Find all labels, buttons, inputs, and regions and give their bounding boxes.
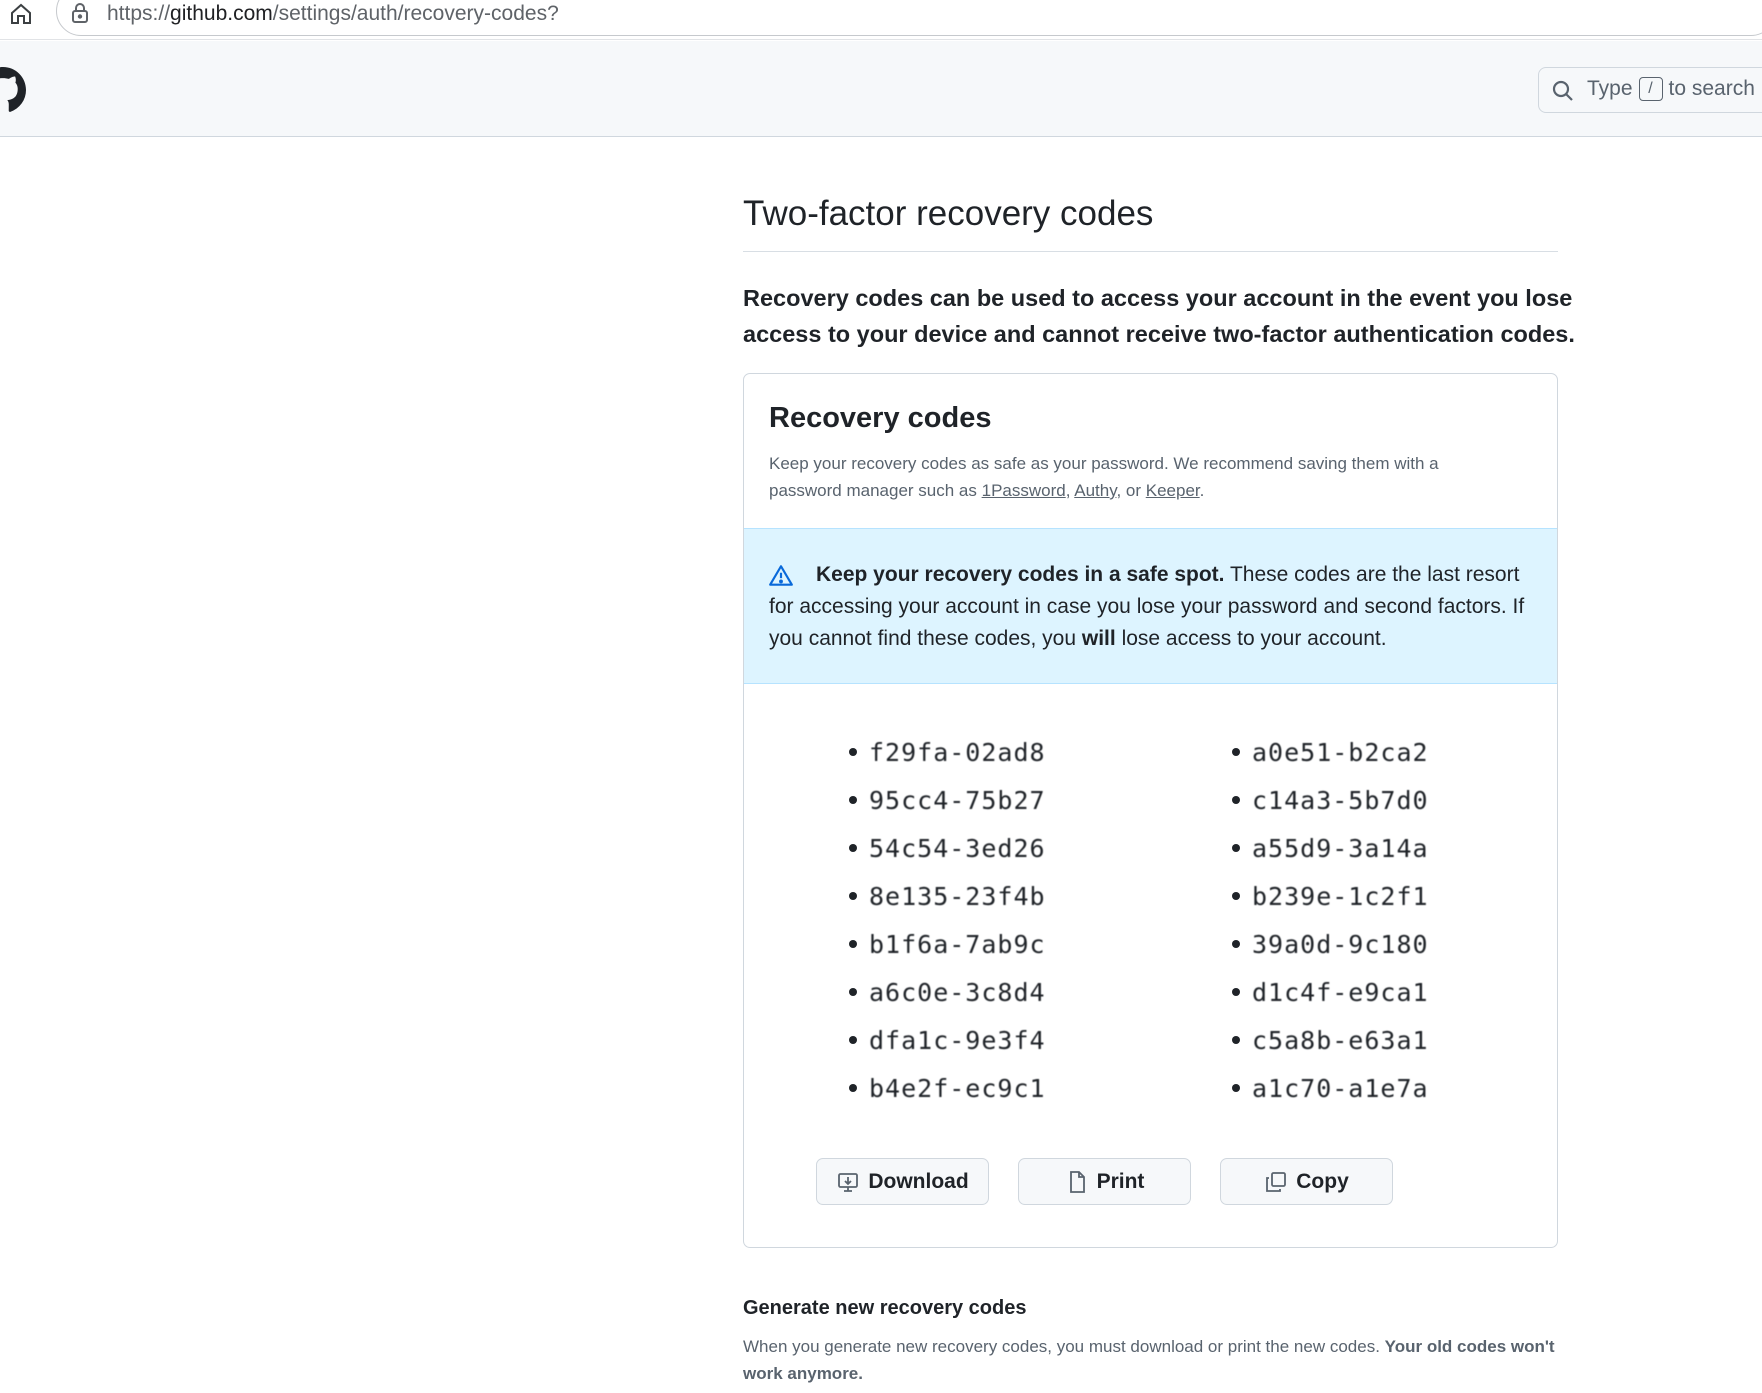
bullet (1232, 1084, 1240, 1092)
recovery-code-item (1232, 776, 1429, 824)
recovery-code: 95cc4-75b27 (869, 785, 1046, 815)
intro-text: Recovery codes can be used to access your account in the event you lose access to your device and cannot receive two-factor authentication codes. (743, 285, 1575, 347)
download-button[interactable]: Download (816, 1158, 989, 1205)
recovery-code-item (849, 1064, 1046, 1112)
recovery-codes-box (743, 373, 1558, 1248)
recovery-code: d1c4f-e9ca1 (1252, 977, 1429, 1007)
recovery-code-item (1232, 1016, 1429, 1064)
link-keeper[interactable]: Keeper (1145, 481, 1200, 500)
file-icon (1065, 1170, 1089, 1194)
recovery-code: 8e135-23f4b (869, 881, 1046, 911)
link-authy[interactable]: Authy (1074, 481, 1117, 500)
recovery-code: b4e2f-ec9c1 (869, 1073, 1046, 1103)
bullet (849, 892, 857, 900)
recovery-code-item (1232, 968, 1429, 1016)
recovery-code: b1f6a-7ab9c (869, 929, 1046, 959)
bullet (1232, 796, 1240, 804)
safe-spot-warning (744, 528, 1558, 684)
page-title: Two-factor recovery codes (743, 194, 1154, 233)
bullet (849, 1036, 857, 1044)
bullet (849, 1084, 857, 1092)
recovery-code-item (849, 728, 1046, 776)
search-icon (1551, 79, 1575, 103)
recovery-code-item (1232, 728, 1429, 776)
recovery-code-item (1232, 1064, 1429, 1112)
github-logo-icon[interactable] (0, 67, 26, 113)
bullet (849, 796, 857, 804)
home-icon[interactable] (6, 0, 36, 28)
bullet (849, 988, 857, 996)
recovery-code-item (1232, 920, 1429, 968)
recovery-code: a6c0e-3c8d4 (869, 977, 1046, 1007)
github-header (0, 41, 1762, 137)
bullet (849, 940, 857, 948)
bullet (849, 844, 857, 852)
recovery-code-item (849, 1016, 1046, 1064)
codes-list-right (1232, 728, 1429, 1112)
recovery-code: 54c54-3ed26 (869, 833, 1046, 863)
recovery-code: c5a8b-e63a1 (1252, 1025, 1429, 1055)
copy-button[interactable]: Copy (1220, 1158, 1393, 1205)
recovery-code-item (849, 776, 1046, 824)
generate-codes-description: When you generate new recovery codes, you must download or print the new codes. Your old codes won't work anymore. (743, 1337, 1555, 1383)
recovery-code-item (849, 968, 1046, 1016)
bullet (1232, 940, 1240, 948)
bullet (1232, 1036, 1240, 1044)
bullet (1232, 844, 1240, 852)
recovery-code: c14a3-5b7d0 (1252, 785, 1429, 815)
recovery-code: f29fa-02ad8 (869, 737, 1046, 767)
codes-list-left (849, 728, 1046, 1112)
recovery-code: 39a0d-9c180 (1252, 929, 1429, 959)
recovery-code-item (1232, 872, 1429, 920)
print-button[interactable]: Print (1018, 1158, 1191, 1205)
recovery-code: a55d9-3a14a (1252, 833, 1429, 863)
bullet (1232, 988, 1240, 996)
bullet (849, 748, 857, 756)
download-icon (836, 1170, 860, 1194)
copy-icon (1264, 1170, 1288, 1194)
search-button[interactable] (1538, 67, 1762, 113)
recovery-code: a0e51-b2ca2 (1252, 737, 1429, 767)
recovery-code: b239e-1c2f1 (1252, 881, 1429, 911)
url-text[interactable]: https://github.com/settings/auth/recovery-codes? (107, 2, 559, 25)
recovery-code-item (1232, 824, 1429, 872)
warning-text: Keep your recovery codes in a safe spot. These codes are the last resort for accessing your account in case you lose your password and second factors. If you cannot find these codes, you will lose access to your account. (769, 563, 1525, 650)
title-divider (743, 251, 1558, 252)
lock-icon[interactable] (70, 2, 90, 24)
generate-codes-title: Generate new recovery codes (743, 1297, 1027, 1319)
recovery-codes-title: Recovery codes (769, 402, 992, 434)
link-1password[interactable]: 1Password (981, 481, 1066, 500)
search-placeholder: Type / to search (1587, 77, 1755, 100)
search-shortcut-key: / (1639, 77, 1663, 101)
recovery-code-item (849, 872, 1046, 920)
codes-area (744, 684, 1558, 1248)
recovery-code: dfa1c-9e3f4 (869, 1025, 1046, 1055)
recovery-codes-description: Keep your recovery codes as safe as your password. We recommend saving them with a password manager such as 1Password, Authy, or Keeper. (769, 454, 1439, 500)
bullet (1232, 748, 1240, 756)
recovery-code-item (849, 824, 1046, 872)
code-actions (816, 1158, 1393, 1205)
bullet (1232, 892, 1240, 900)
recovery-code-item (849, 920, 1046, 968)
browser-toolbar (0, 0, 1762, 40)
recovery-codes-header (744, 374, 1558, 528)
recovery-code: a1c70-a1e7a (1252, 1073, 1429, 1103)
